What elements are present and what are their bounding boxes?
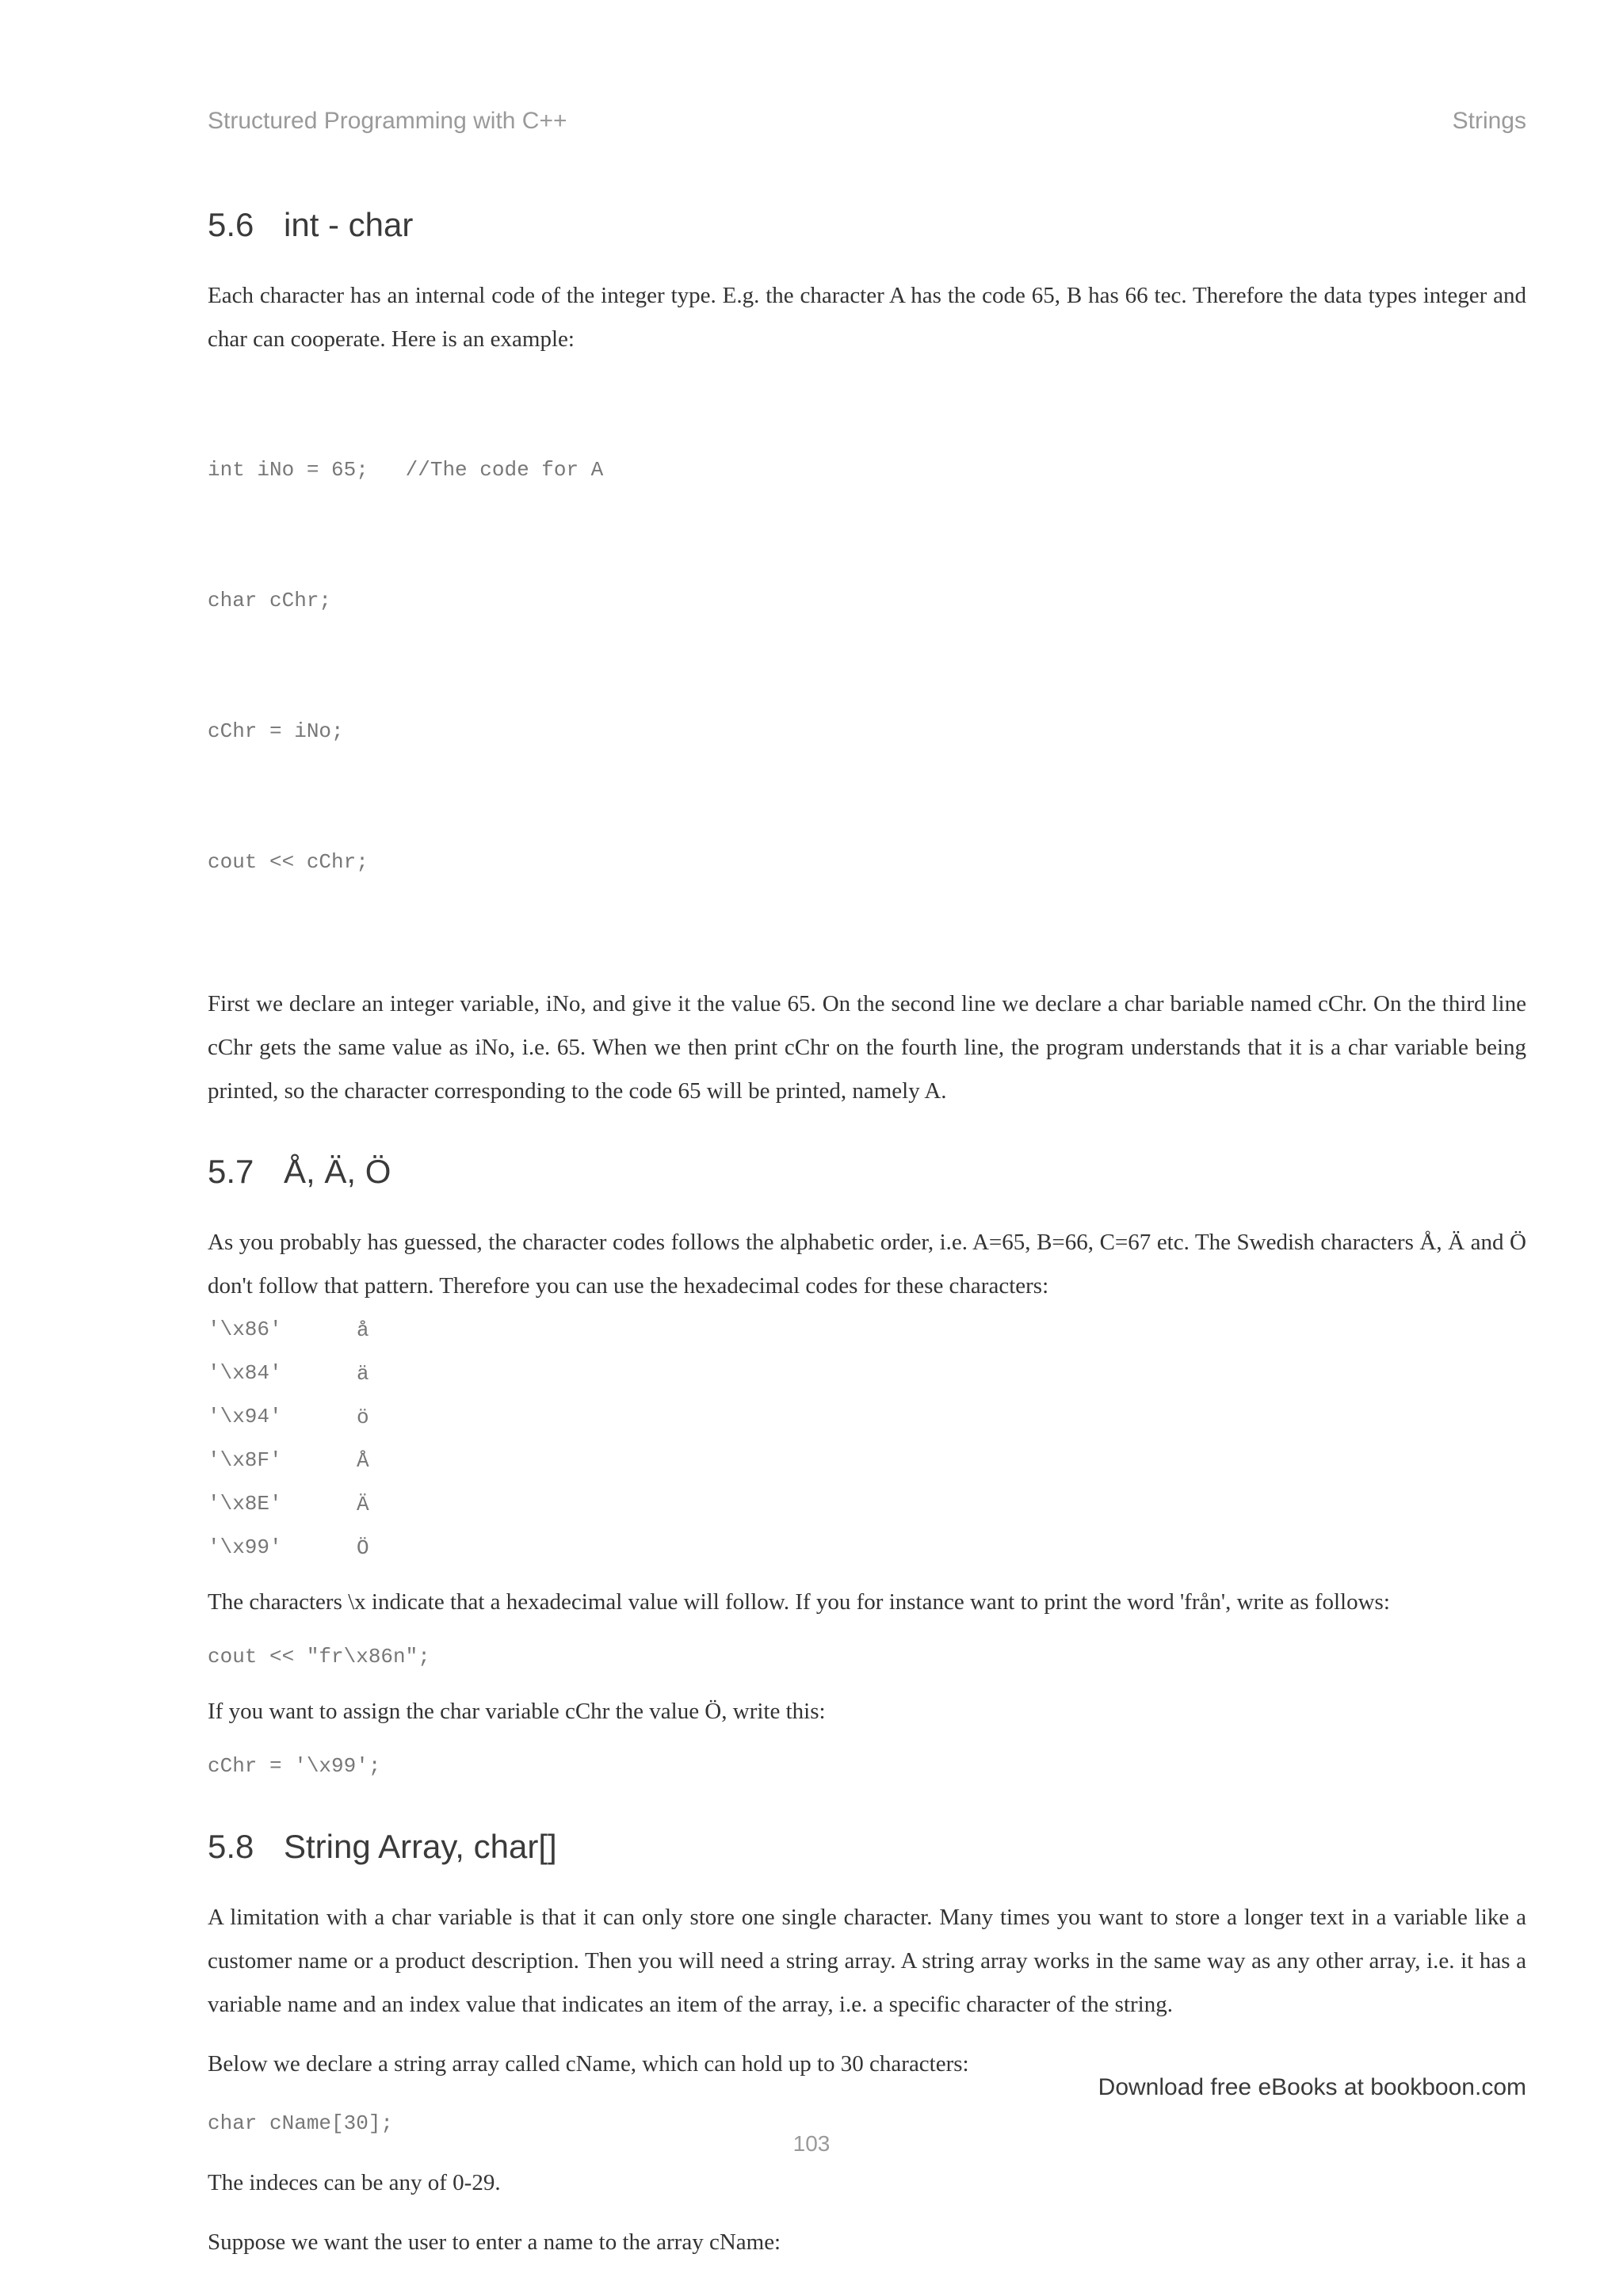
code-line: cChr = '\x99'; xyxy=(208,1754,381,1778)
paragraph: First we declare an integer variable, iNo, and give it the value 65. On the second line we declare a char bariable named cChr. On the third line cChr gets the same value as iNo, i.e. 65. When we then print cChr on the fourth line, the program understands that it is a char variable being printed, so the character corresponding to the code 65 will be printed, namely A. xyxy=(208,991,1526,1104)
section-title: String Array, char[] xyxy=(284,1828,557,1865)
hex-row xyxy=(208,1395,1526,1439)
code-block xyxy=(208,361,1526,971)
hex-char: ä xyxy=(357,1361,369,1386)
section-title: int - char xyxy=(284,206,414,243)
hex-code: '\x94' xyxy=(208,1405,282,1428)
code-line: char cChr; xyxy=(208,589,332,612)
paragraph: The characters \x indicate that a hexadecimal value will follow. If you for instance want to print the word 'från', write as follows: xyxy=(208,1589,1390,1615)
paragraph: Below we declare a string array called cName, which can hold up to 30 characters: xyxy=(208,2051,969,2077)
hex-row xyxy=(208,1352,1526,1395)
hex-row xyxy=(208,1308,1526,1352)
paragraph: The indeces can be any of 0-29. xyxy=(208,2170,501,2195)
hex-char: ö xyxy=(357,1405,369,1429)
hex-row xyxy=(208,1482,1526,1526)
hex-code-table xyxy=(208,1308,1526,1569)
paragraph: As you probably has guessed, the character codes follows the alphabetic order, i.e. A=65, B=66, C=67 etc. The Swedish characters Å, Ä and Ö don't follow that pattern. Therefore you can use the hexadecimal codes for these characters: xyxy=(208,1230,1526,1299)
section-heading-5-7: 5.7 Å, Ä, Ö xyxy=(208,1153,391,1190)
hex-char: Å xyxy=(357,1448,369,1473)
running-header xyxy=(208,108,1526,143)
hex-row xyxy=(208,1526,1526,1569)
hex-row xyxy=(208,1439,1526,1482)
hex-char: Ä xyxy=(357,1492,369,1516)
paragraph: Each character has an internal code of the integer type. E.g. the character A has the code 65, B has 66 tec. Therefore the data types integer and char can cooperate. Here is an example: xyxy=(208,283,1526,352)
hex-char: å xyxy=(357,1318,369,1342)
book-title: Structured Programming with C++ xyxy=(208,108,567,134)
paragraph: A limitation with a char variable is that it can only store one single character. Many times you want to store a longer text in a variable like a customer name or a product description. Then you will need a string array. A string array works in the same way as any other array, i.e. it has a variable name and an index value that indicates an item of the array, i.e. a specific character of the string. xyxy=(208,1905,1526,2017)
download-link[interactable]: Download free eBooks at bookboon.com xyxy=(1098,2074,1526,2100)
hex-code: '\x86' xyxy=(208,1318,282,1341)
chapter-title: Strings xyxy=(1452,108,1526,134)
page-number: 103 xyxy=(792,2131,831,2156)
code-line: cChr = iNo; xyxy=(208,719,344,743)
code-line: char cName[30]; xyxy=(208,2111,394,2135)
hex-char: Ö xyxy=(357,1535,369,1560)
code-line: cout << "fr\x86n"; xyxy=(208,1645,430,1669)
paragraph: If you want to assign the char variable cChr the value Ö, write this: xyxy=(208,1699,826,1724)
page-content xyxy=(208,203,1526,2264)
code-line: int iNo = 65; //The code for A xyxy=(208,458,604,482)
hex-code: '\x8E' xyxy=(208,1492,282,1516)
hex-code: '\x8F' xyxy=(208,1448,282,1472)
hex-code: '\x99' xyxy=(208,1535,282,1559)
section-heading-5-8: 5.8 String Array, char[] xyxy=(208,1828,557,1865)
code-line: cout << cChr; xyxy=(208,850,369,874)
paragraph: Suppose we want the user to enter a name to the array cName: xyxy=(208,2229,781,2255)
section-title: Å, Ä, Ö xyxy=(284,1153,391,1190)
hex-code: '\x84' xyxy=(208,1361,282,1385)
section-heading-5-6: 5.6 int - char xyxy=(208,206,414,243)
